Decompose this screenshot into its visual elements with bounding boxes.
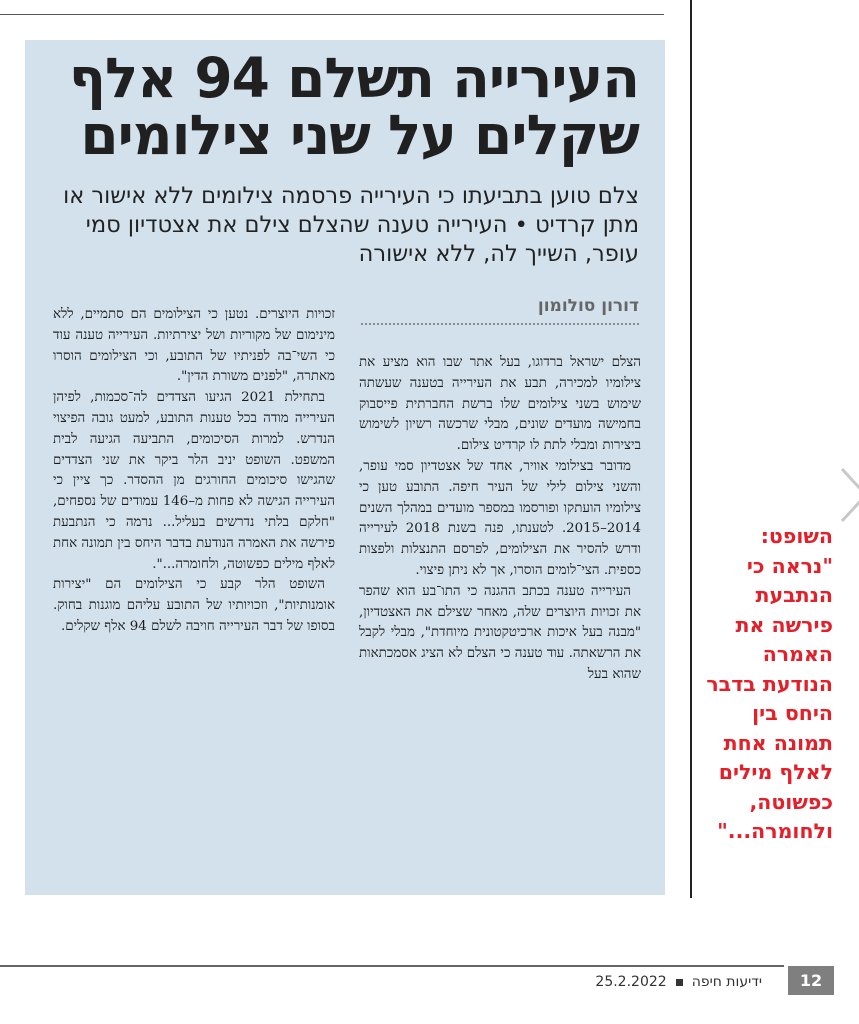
body-column-left (53, 305, 335, 638)
pull-quote: השופט: "נראה כי הנתבעת פירשה את האמרה הנודעת בדבר היחס בין תמונה אחת לאלף מילים כפשוטה, ולחומרה..." (706, 524, 833, 843)
subhead-part: צלם טוען בתביעתו כי העירייה פרסמה צילומים ללא אישור או מתן קרדיט (63, 183, 639, 238)
body-column-right (359, 353, 641, 686)
subhead-part: העירייה טענה שהצלם צילם את אצטדיון סמי עופר, השייך לה, ללא אישורה (85, 212, 639, 267)
headline-line: העירייה תשלם 94 אלף (68, 46, 639, 110)
publication-name: ידיעות חיפה (691, 974, 762, 990)
bullet-separator: • (514, 212, 528, 238)
page-number-badge: 12 (788, 966, 834, 995)
column-divider (690, 0, 692, 898)
body-paragraph: העירייה טענה בכתב ההגנה כי התו־בע הוא שהפר את זכויות היוצרים שלה, מאחר שצילם את האצטדיון, "מבנה בעל איכות ארכיטקטונית מיוחדת", מבלי לקבל את הרשאתה. עוד טענה כי הצלם לא הציג אסמכתאות שהוא בעל (359, 583, 641, 682)
square-separator (676, 979, 683, 986)
footer-info (595, 974, 762, 990)
article-box (25, 40, 665, 895)
body-paragraph: זכויות היוצרים. נטען כי הצילומים הם סתמיים, ללא מינימום של מקוריות ושל יצירתיות. העירייה טענה עוד כי השי־בה לפניתיו של התובע, וכי הצילומים הוסרו מאתרה, "לפנים משורת הדין". (53, 307, 335, 385)
body-paragraph: מדובר בצילומי אוויר, אחד של אצטדיון סמי עופר, והשני צילום לילי של העיר חיפה. התובע טען כי צילומיו הועתקו ופורסמו במספר מועדים במהלך השנים 2014–2015. לטענתו, פנה בשנת 2018 לעירייה ודרש להסיר את הצילומים, לפרסם התנצלות ולפצות כספית. הצי־לומים הוסרו, אך לא ניתן פיצוי. (359, 458, 641, 578)
footer-rule (0, 965, 784, 967)
subheadline (39, 182, 639, 269)
body-paragraph: בתחילת 2021 הגיעו הצדדים לה־סכמות, לפיהן העירייה מודה בכל טענות התובע, למעט גובה הפיצוי הנדרש. למרות הסיכומים, התביעה הגיעה לבית המשפט. השופט יניב הלר ביקר את שני הצדדים שהגישו סיכומים החורגים מן ההסדר. כך ציין כי העירייה הגישה לא פחות מ–146 עמודים של נספחים, "חלקם בלתי נדרשים בעליל... נרמה כי הנתבעת פירשה את האמרה הנודעת בדבר היחס בין תמונה אחת לאלף מילים כפשוטה, ולחומרה...". (53, 390, 335, 572)
headline-line: שקלים על שני צילומים (80, 103, 639, 167)
body-paragraph: הצלם ישראל ברדוגו, בעל אתר שבו הוא מציע את צילומיו למכירה, תבע את העירייה בטענה שעשתה שימוש בשני צילומים שלו ברשת החברתית פייסבוק בחמישה מועדים שונים, מבלי שרכשה רשיון לשימוש ביצירות ומבלי לתת לו קרדיט צילום. (359, 355, 641, 454)
top-rule (0, 14, 664, 15)
body-paragraph: השופט הלר קבע כי הצילומים הם "יצירות אומנותיות", וזכויותיו של התובע עליהם מוגנות בחוק. בסופו של דבר העירייה חויבה לשלם 94 אלף שקלים. (53, 577, 335, 634)
byline: דורון סולומון (361, 296, 639, 325)
headline (39, 46, 639, 167)
issue-date: 25.2.2022 (595, 974, 667, 990)
chevron-right-icon[interactable] (836, 465, 859, 525)
